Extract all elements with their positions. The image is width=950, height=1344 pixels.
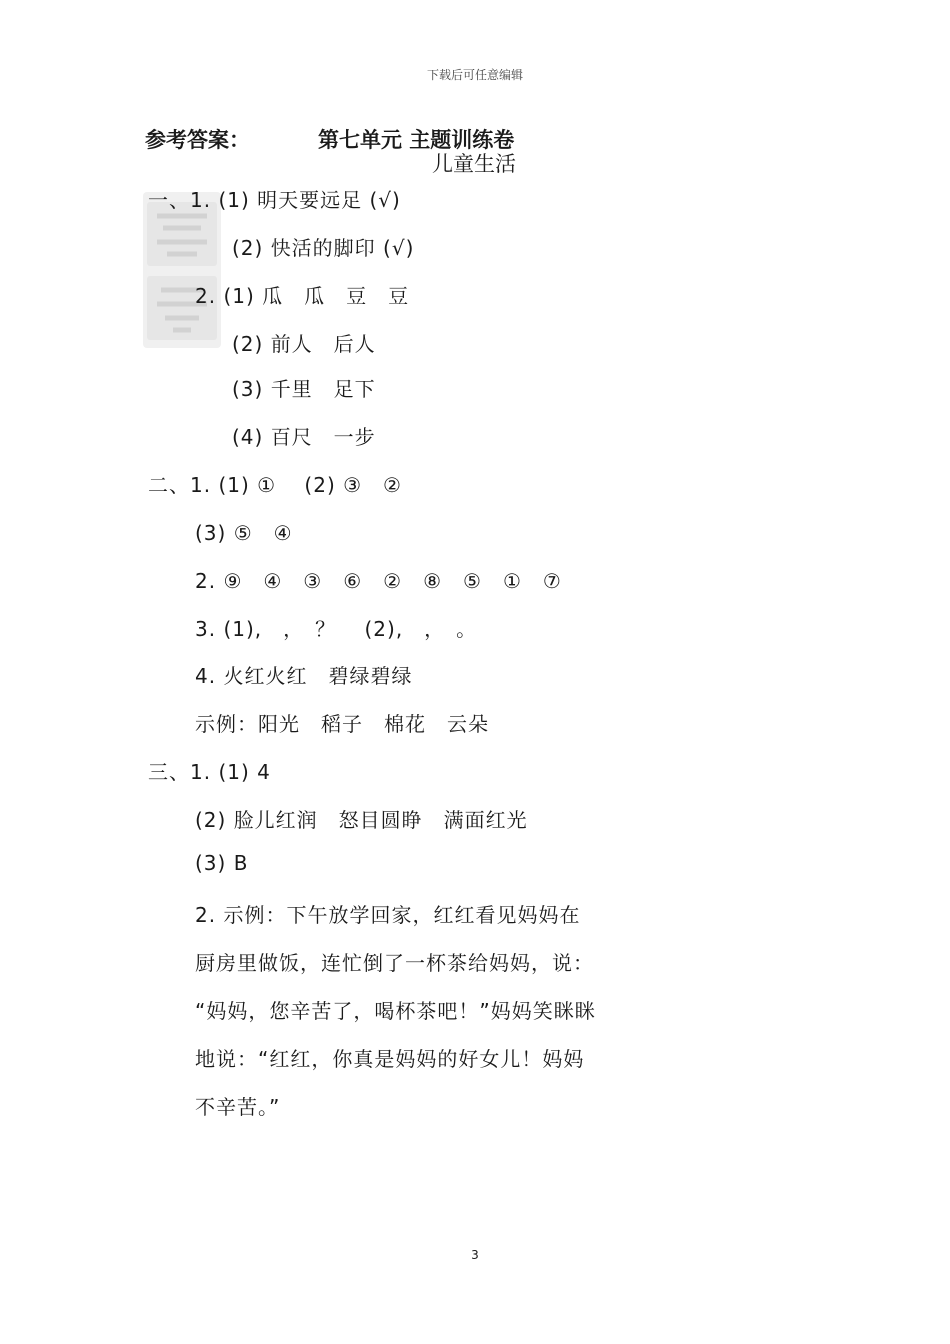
answer-line: 2. 示例：下午放学回家，红红看见妈妈在 <box>195 903 581 927</box>
answer-line: 2. (1) 瓜 瓜 豆 豆 <box>195 284 410 308</box>
answer-line: (3) ⑤ ④ <box>195 521 293 545</box>
reference-answer-label: 参考答案： <box>145 128 250 152</box>
theme-title: 儿童生活 <box>432 152 516 176</box>
answer-line: (4) 百尺 一步 <box>232 425 376 449</box>
answer-line: 二、1. (1) ① (2) ③ ② <box>148 473 402 497</box>
answer-line: 地说：“红红，你真是妈妈的好女儿！妈妈 <box>195 1047 585 1071</box>
answer-line: (2) 前人 后人 <box>232 332 376 356</box>
answer-line: “妈妈，您辛苦了，喝杯茶吧！”妈妈笑眯眯 <box>195 999 596 1023</box>
answer-line: 不辛苦。” <box>195 1095 281 1119</box>
answer-line: 2. ⑨ ④ ③ ⑥ ② ⑧ ⑤ ① ⑦ <box>195 569 562 593</box>
watermark-logo <box>143 192 221 348</box>
page-number: 3 <box>471 1248 479 1262</box>
answer-line: 一、1. (1) 明天要远足 (√) <box>148 188 401 212</box>
answer-line: (3) B <box>195 851 249 875</box>
page-header: 下载后可任意编辑 <box>426 68 523 82</box>
answer-line: (2) 快活的脚印 (√) <box>232 236 415 260</box>
answer-line: 厨房里做饭，连忙倒了一杯茶给妈妈，说： <box>195 951 594 975</box>
answer-line: (3) 千里 足下 <box>232 377 376 401</box>
unit-title: 第七单元 主题训练卷 <box>318 128 515 152</box>
answer-line: 3. (1), ， ？ (2), ， 。 <box>195 617 478 641</box>
answer-line: 三、1. (1) 4 <box>148 760 271 784</box>
answer-line: 示例：阳光 稻子 棉花 云朵 <box>195 712 489 736</box>
answer-line: (2) 脸儿红润 怒目圆睁 满面红光 <box>195 808 528 832</box>
answer-line: 4. 火红火红 碧绿碧绿 <box>195 664 413 688</box>
